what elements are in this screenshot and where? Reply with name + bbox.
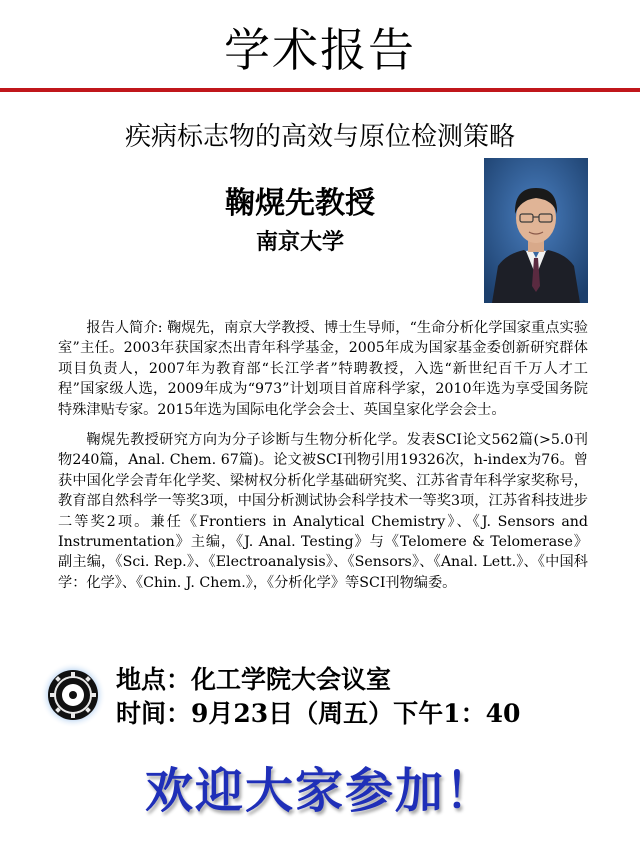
bio-paragraph-research: 鞠熀先教授研究方向为分子诊断与生物分析化学。发表SCI论文562篇(>5.0刊物240篇，Anal. Chem. 67篇)。论文被SCI刊物引用19326次，h-index为76。曾获中国化学会青年化学奖、梁树权分析化学基础研究奖、江苏省青年科学家奖称号，教育部自然科学一等奖3项，中国分析测试协会科学技术一等奖3项，江苏省科技进步二等奖2项。兼任《Frontiers in Analytical Chemistry》、《J. Sensors and Instrumentation》主编，《J. Anal. Testing》与《Telomere & Telomerase》副主编，《Sci. Rep.》、《Electroanalysis》、《Sensors》、《Anal. Lett.》、《中国科学：化学》、《Chin. J. Chem.》，《分析化学》等SCI刊物编委。: [58, 432, 588, 591]
talk-title: 疾病标志物的高效与原位检测策略: [124, 122, 515, 152]
event-time: 时间：9月23日（周五）下午1：40: [116, 699, 521, 728]
header-divider: [0, 88, 640, 92]
speaker-portrait: [484, 158, 588, 303]
poster-title: 学术报告: [224, 23, 416, 77]
speaker-bio: [58, 318, 588, 603]
portrait-illustration: [484, 158, 588, 303]
bio-paragraph-intro: 报告人简介: 鞠熀先，南京大学教授、博士生导师，“生命分析化学国家重点实验室”主任。2003年获国家杰出青年科学基金，2005年成为国家基金委创新研究群体项目负责人，2007年为教育部“长江学者”特聘教授，入选“新世纪百千万人才工程”国家级人选，2009年成为“973”计划项目首席科学家，2010年选为享受国务院特殊津贴专家。2015年选为国际电化学会会士、英国皇家化学会会士。: [58, 320, 588, 418]
event-location: 地点：化工学院大会议室: [116, 665, 392, 694]
film-reel-icon: [40, 662, 106, 728]
welcome-banner: 欢迎大家参加！: [144, 763, 495, 819]
speaker-affiliation: 南京大学: [255, 229, 344, 255]
speaker-name: 鞠熀先教授: [225, 186, 375, 221]
